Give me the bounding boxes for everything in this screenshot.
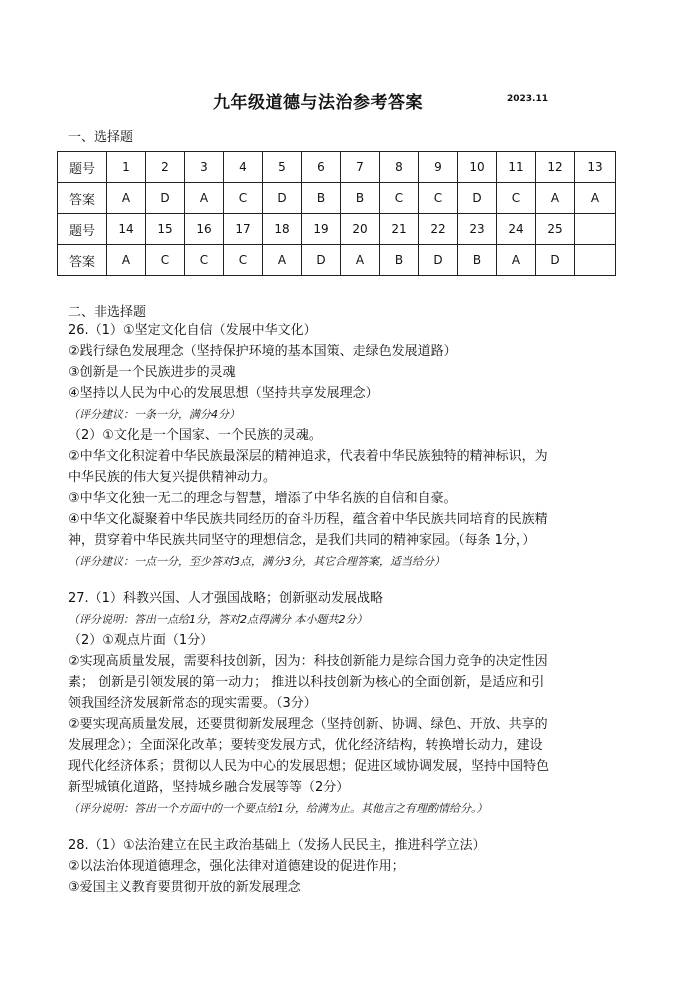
row-header: 答案 xyxy=(58,183,107,214)
question-number-cell: 21 xyxy=(380,214,419,245)
answer-table xyxy=(57,151,616,276)
answer-cell: B xyxy=(302,183,341,214)
answer-line: ③爱国主义教育要贯彻开放的新发展理念 xyxy=(68,880,301,895)
answer-cell: D xyxy=(302,245,341,276)
answer-line: 26.（1）①坚定文化自信（发展中华文化） xyxy=(68,323,317,338)
question-number-cell: 19 xyxy=(302,214,341,245)
question-number-cell: 14 xyxy=(107,214,146,245)
question-number-cell: 3 xyxy=(185,152,224,183)
answer-line: 现代化经济体系；贯彻以人民为中心的发展思想；促进区域协调发展，坚持中国特色 xyxy=(68,759,550,774)
answer-cell: A xyxy=(263,245,302,276)
answer-cell: C xyxy=(419,183,458,214)
answer-line: 发展理念）；全面深化改革；要转变发展方式，优化经济结构，转换增长动力，建设 xyxy=(68,738,543,753)
answer-line: （2）①文化是一个国家、一个民族的灵魂。 xyxy=(68,428,322,443)
question-number-cell: 18 xyxy=(263,214,302,245)
question-number-row xyxy=(58,152,616,183)
title-row xyxy=(0,88,696,114)
answer-cell: A xyxy=(497,245,536,276)
answer-line: ②践行绿色发展理念（坚持保护环境的基本国策、走绿色发展道路） xyxy=(68,344,457,359)
question-number-cell: 23 xyxy=(458,214,497,245)
question-26 xyxy=(68,320,628,572)
answer-cell xyxy=(575,245,616,276)
answer-line: 28.（1）①法治建立在民主政治基础上（发扬人民民主，推进科学立法） xyxy=(68,838,486,853)
row-header: 题号 xyxy=(58,214,107,245)
question-number-cell: 8 xyxy=(380,152,419,183)
answer-cell: C xyxy=(380,183,419,214)
answer-cell: B xyxy=(341,183,380,214)
answer-row xyxy=(58,245,616,276)
scoring-note: （评分建议：一条一分，满分4分） xyxy=(68,408,240,421)
answer-cell: D xyxy=(536,245,575,276)
answer-line: （2）①观点片面（1分） xyxy=(68,633,214,648)
answer-row xyxy=(58,183,616,214)
answer-line: ③中华文化独一无二的理念与智慧，增添了中华名族的自信和自豪。 xyxy=(68,491,457,506)
spacer xyxy=(68,819,628,835)
question-number-cell: 20 xyxy=(341,214,380,245)
answer-line: 领我国经济发展新常态的现实需要。（3分） xyxy=(68,696,317,711)
answer-cell: D xyxy=(419,245,458,276)
answer-cell: D xyxy=(263,183,302,214)
question-number-row xyxy=(58,214,616,245)
row-header: 答案 xyxy=(58,245,107,276)
answer-cell: A xyxy=(107,183,146,214)
answer-line: 素； 创新是引领发展的第一动力； 推进以科技创新为核心的全面创新，是适应和引 xyxy=(68,675,545,690)
question-number-cell: 7 xyxy=(341,152,380,183)
question-27 xyxy=(68,588,628,819)
page-title: 九年级道德与法治参考答案 xyxy=(213,93,423,113)
answer-line: ③创新是一个民族进步的灵魂 xyxy=(68,365,236,380)
answer-line: ②要实现高质量发展，还要贯彻新发展理念（坚持创新、协调、绿色、开放、共享的 xyxy=(68,717,548,732)
answer-cell: D xyxy=(146,183,185,214)
question-number-cell: 15 xyxy=(146,214,185,245)
question-number-cell: 10 xyxy=(458,152,497,183)
question-number-cell: 13 xyxy=(575,152,616,183)
question-28 xyxy=(68,835,628,898)
answer-cell: C xyxy=(185,245,224,276)
answer-cell: B xyxy=(380,245,419,276)
answer-cell: C xyxy=(497,183,536,214)
section-heading-nonchoice: 二、非选择题 xyxy=(68,305,147,320)
answer-line: ②以法治体现道德理念，强化法律对道德建设的促进作用； xyxy=(68,859,405,874)
row-header: 题号 xyxy=(58,152,107,183)
question-number-cell: 9 xyxy=(419,152,458,183)
answer-cell: B xyxy=(458,245,497,276)
answer-line: ④坚持以人民为中心的发展思想（坚持共享发展理念） xyxy=(68,386,379,401)
question-number-cell: 2 xyxy=(146,152,185,183)
question-number-cell: 17 xyxy=(224,214,263,245)
answer-line: 中华民族的伟大复兴提供精神动力。 xyxy=(68,470,277,485)
question-number-cell: 25 xyxy=(536,214,575,245)
section-heading-choice: 一、选择题 xyxy=(68,130,134,145)
question-number-cell: 11 xyxy=(497,152,536,183)
question-number-cell: 1 xyxy=(107,152,146,183)
scoring-note: （评分建议：一点一分，至少答对3点，满分3分，其它合理答案，适当给分） xyxy=(68,555,445,568)
answer-cell: A xyxy=(185,183,224,214)
question-number-cell: 24 xyxy=(497,214,536,245)
question-number-cell: 4 xyxy=(224,152,263,183)
scoring-note: （评分说明：答出一个方面中的一个要点给1分，给满为止。其他言之有理酌情给分。） xyxy=(68,802,488,815)
spacer xyxy=(68,572,628,588)
answer-cell: D xyxy=(458,183,497,214)
answer-cell: A xyxy=(536,183,575,214)
question-number-cell: 6 xyxy=(302,152,341,183)
answer-cell: C xyxy=(224,245,263,276)
answer-cell: A xyxy=(575,183,616,214)
answer-cell: A xyxy=(341,245,380,276)
answer-line: ②实现高质量发展，需要科技创新，因为：科技创新能力是综合国力竞争的决定性因 xyxy=(68,654,548,669)
document-date: 2023.11 xyxy=(507,94,548,104)
answer-line: 27.（1）科教兴国、人才强国战略；创新驱动发展战略 xyxy=(68,591,383,606)
answer-line: ②中华文化积淀着中华民族最深层的精神追求，代表着中华民族独特的精神标识，为 xyxy=(68,449,548,464)
question-number-cell: 12 xyxy=(536,152,575,183)
answer-line: 新型城镇化道路，坚持城乡融合发展等等（2分） xyxy=(68,780,350,795)
answer-text xyxy=(68,320,628,898)
question-number-cell: 22 xyxy=(419,214,458,245)
answer-line: ④中华文化凝聚着中华民族共同经历的奋斗历程，蕴含着中华民族共同培育的民族精 xyxy=(68,512,548,527)
scoring-note: （评分说明：答出一点给1分，答对2点得满分 本小题共2分） xyxy=(68,613,368,626)
question-number-cell: 16 xyxy=(185,214,224,245)
question-number-cell xyxy=(575,214,616,245)
question-number-cell: 5 xyxy=(263,152,302,183)
answer-cell: C xyxy=(146,245,185,276)
answer-line: 神，贯穿着中华民族共同坚守的理想信念，是我们共同的精神家园。（每条 1分，） xyxy=(68,533,536,548)
answer-cell: C xyxy=(224,183,263,214)
answer-cell: A xyxy=(107,245,146,276)
